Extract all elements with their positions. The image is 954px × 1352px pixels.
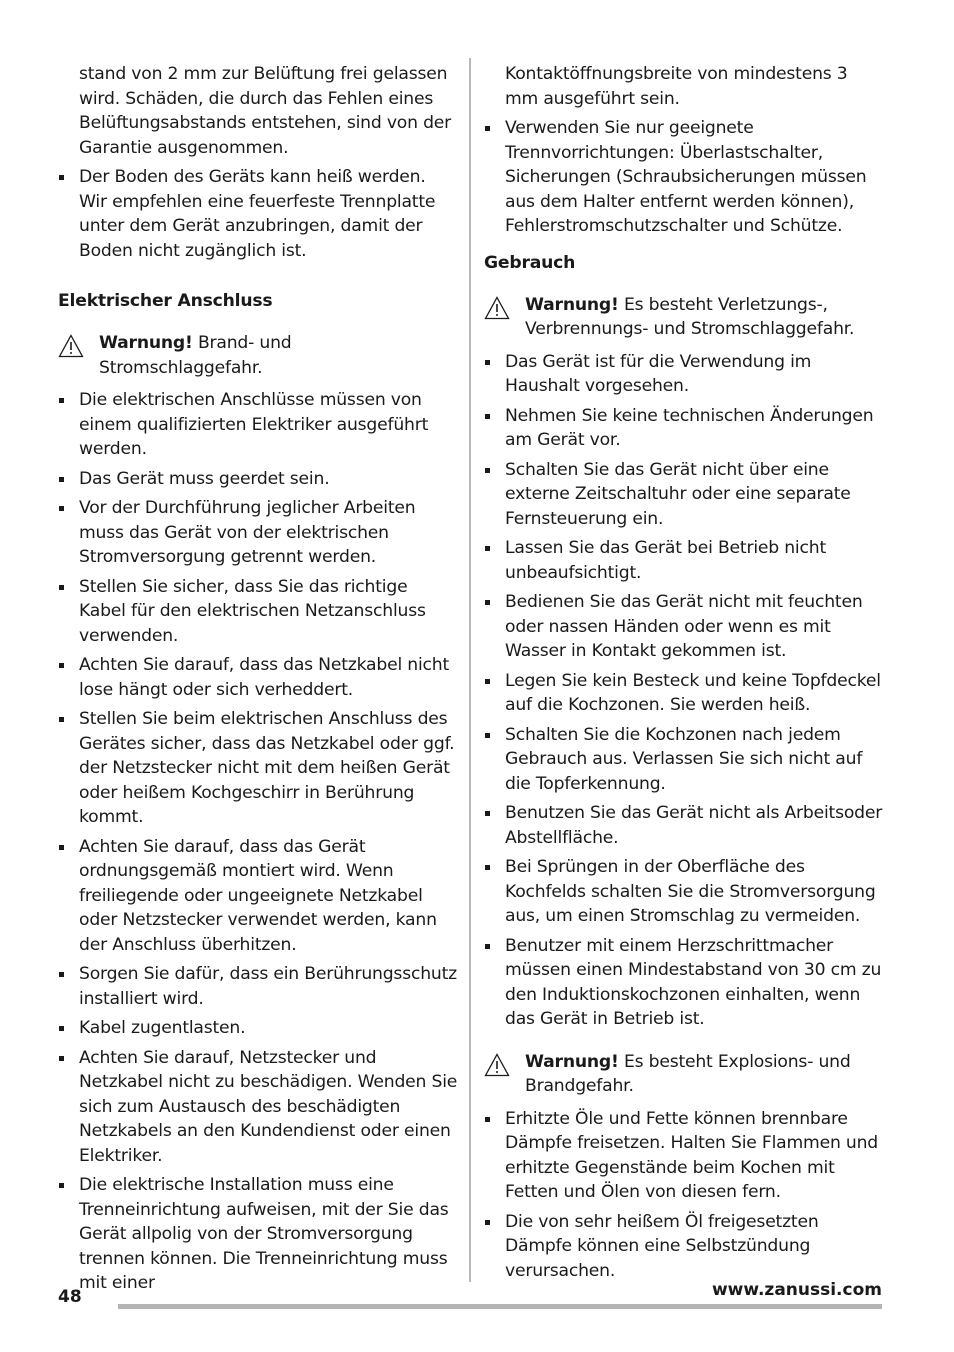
list-item-text: Achten Sie darauf, dass das Netzkabel nicht lose hängt oder sich verheddert. xyxy=(79,655,450,700)
list-item xyxy=(484,116,884,239)
list-item xyxy=(484,801,884,850)
warning-label: Warnung! xyxy=(99,333,193,353)
list-item-text: Sorgen Sie dafür, dass ein Berührungsschutz installiert wird. xyxy=(79,964,457,1009)
warning-text: Es besteht Verletzungs-, Verbrennungs- und Stromschlaggefahr. xyxy=(525,294,855,339)
bullet-icon xyxy=(59,477,64,482)
bullet-icon xyxy=(485,811,490,816)
left-top-list xyxy=(58,165,458,263)
list-item xyxy=(484,458,884,532)
list-item xyxy=(484,855,884,929)
list-item xyxy=(58,165,458,263)
list-item xyxy=(484,1107,884,1205)
bullet-icon xyxy=(59,1026,64,1031)
list-item-text: Schalten Sie die Kochzonen nach jedem Gebrauch aus. Verlassen Sie sich nicht auf die Topferkennung. xyxy=(505,724,863,794)
bullet-icon xyxy=(59,506,64,511)
bullet-icon xyxy=(485,733,490,738)
column-divider xyxy=(469,58,471,1282)
list-item-text: Stellen Sie sicher, dass Sie das richtige Kabel für den elektrischen Netzanschluss verwenden. xyxy=(79,576,426,646)
warning-box xyxy=(484,293,884,342)
website-link[interactable]: www.zanussi.com xyxy=(711,1280,882,1300)
bullet-icon xyxy=(59,175,64,180)
bullet-icon xyxy=(485,360,490,365)
left-intro-text: stand von 2 mm zur Belüftung frei gelassen wird. Schäden, die durch das Fehlen eines Belüftungsabstands entstehen, sind von der Garantie ausgenommen. xyxy=(79,64,452,158)
list-item xyxy=(58,467,458,492)
bullet-icon xyxy=(485,865,490,870)
bullet-icon xyxy=(485,468,490,473)
bullet-icon xyxy=(59,663,64,668)
list-item-text: Kabel zugentlasten. xyxy=(79,1018,246,1038)
right-intro-text: Kontaktöffnungsbreite von mindestens 3 mm ausgeführt sein. xyxy=(505,64,848,109)
list-item-text: Verwenden Sie nur geeignete Trennvorrichtungen: Überlastschalter, Sicherungen (Schraubsicherungen müssen aus dem Halter entfernt werden können), Fehlerstromschutzschalter und Schütze. xyxy=(505,118,867,236)
bullet-icon xyxy=(485,126,490,131)
warning-text: Brand- und Stromschlaggefahr. xyxy=(99,333,292,378)
bullet-icon xyxy=(485,1220,490,1225)
warning-label: Warnung! xyxy=(525,1051,619,1072)
list-item xyxy=(58,835,458,958)
list-item-text: Die elektrischen Anschlüsse müssen von einem qualifizierten Elektriker ausgeführt werden. xyxy=(79,390,429,459)
list-item xyxy=(58,653,458,702)
list-item xyxy=(58,496,458,570)
left-main-list xyxy=(58,388,458,1296)
list-item-text: Legen Sie kein Besteck und keine Topfdeckel auf die Kochzonen. Sie werden heiß. xyxy=(505,670,881,715)
list-item xyxy=(484,350,884,399)
bullet-icon xyxy=(59,1056,64,1061)
list-item-text: Lassen Sie das Gerät bei Betrieb nicht unbeaufsichtigt. xyxy=(505,538,826,583)
list-item-text: Bedienen Sie das Gerät nicht mit feuchten oder nassen Händen oder wenn es mit Wasser in Kontakt gekommen ist. xyxy=(505,592,863,661)
warning-triangle-icon xyxy=(484,1053,510,1077)
list-item xyxy=(58,1173,458,1296)
list-item-text: Erhitzte Öle und Fette können brennbare Dämpfe freisetzen. Halten Sie Flammen und erhitzte Gegenstände beim Kochen mit Fetten und Ölen von diesen fern. xyxy=(505,1108,879,1202)
warning-triangle-icon xyxy=(58,334,84,358)
list-item-text: Achten Sie darauf, dass das Gerät ordnungsgemäß montiert wird. Wenn freiliegende oder ungeeignete Netzkabel oder Netzstecker verwendet werden, kann der Anschluss überhitzen. xyxy=(79,836,437,955)
bullet-icon xyxy=(59,1183,64,1188)
list-item-text: Benutzen Sie das Gerät nicht als Arbeitsoder Abstellfläche. xyxy=(505,803,883,848)
right-column xyxy=(484,62,884,1283)
left-column xyxy=(58,62,458,1296)
list-item-text: Nehmen Sie keine technischen Änderungen am Gerät vor. xyxy=(505,405,874,450)
list-item xyxy=(484,934,884,1032)
warning-box xyxy=(58,331,458,380)
section-heading-gebrauch: Gebrauch xyxy=(484,252,576,273)
list-item xyxy=(58,707,458,830)
warning-label: Warnung! xyxy=(525,294,619,315)
bullet-icon xyxy=(485,944,490,949)
list-item xyxy=(58,1046,458,1169)
list-item-text: Das Gerät ist für die Verwendung im Haushalt vorgesehen. xyxy=(505,351,812,396)
list-item-text: Benutzer mit einem Herzschrittmacher müssen einen Mindestabstand von 30 cm zu den Induktionskochzonen einhalten, wenn das Gerät in Betrieb ist. xyxy=(505,935,882,1029)
bullet-icon xyxy=(485,1117,490,1122)
list-item-text: Die von sehr heißem Öl freigesetzten Dämpfe können eine Selbstzündung verursachen. xyxy=(505,1211,819,1281)
list-item xyxy=(484,404,884,453)
bullet-icon xyxy=(485,546,490,551)
list-item xyxy=(484,590,884,664)
list-item-text: Schalten Sie das Gerät nicht über eine externe Zeitschaltuhr oder eine separate Fernsteuerung ein. xyxy=(505,459,851,529)
list-item-text: Vor der Durchführung jeglicher Arbeiten muss das Gerät von der elektrischen Stromversorgung getrennt werden. xyxy=(79,498,416,567)
right-main-list xyxy=(484,350,884,1032)
list-item xyxy=(58,962,458,1011)
bullet-icon xyxy=(59,398,64,403)
footer-rule xyxy=(118,1304,882,1309)
bullet-icon xyxy=(59,585,64,590)
bullet-icon xyxy=(59,845,64,850)
list-item xyxy=(484,669,884,718)
list-item xyxy=(58,388,458,462)
bullet-icon xyxy=(485,414,490,419)
page-number: 48 xyxy=(58,1287,82,1307)
list-item-text: Das Gerät muss geerdet sein. xyxy=(79,468,330,489)
list-item-text: Bei Sprüngen in der Oberfläche des Kochfelds schalten Sie die Stromversorgung aus, um einen Stromschlag zu vermeiden. xyxy=(505,857,876,926)
warning-box xyxy=(484,1050,884,1099)
bullet-icon xyxy=(485,679,490,684)
right-second-list xyxy=(484,1107,884,1284)
list-item xyxy=(58,575,458,649)
bullet-icon xyxy=(59,717,64,722)
list-item-text: Der Boden des Geräts kann heiß werden. Wir empfehlen eine feuerfeste Trennplatte unter dem Gerät anzubringen, damit der Boden nicht zugänglich ist. xyxy=(79,167,436,261)
list-item xyxy=(484,723,884,797)
list-item xyxy=(484,536,884,585)
warning-text: Es besteht Explosions- und Brandgefahr. xyxy=(525,1051,851,1096)
bullet-icon xyxy=(485,600,490,605)
list-item xyxy=(58,1016,458,1041)
bullet-icon xyxy=(59,972,64,977)
list-item-text: Stellen Sie beim elektrischen Anschluss des Gerätes sicher, dass das Netzkabel oder ggf. der Netzstecker nicht mit dem heißen Gerät oder heißem Kochgeschirr in Berührung kommt. xyxy=(79,709,455,827)
warning-triangle-icon xyxy=(484,296,510,320)
list-item-text: Die elektrische Installation muss eine Trenneinrichtung aufweisen, mit der Sie das Gerät allpolig von der Stromversorgung trennen können. Die Trenneinrichtung muss mit einer xyxy=(79,1175,449,1293)
list-item-text: Achten Sie darauf, Netzstecker und Netzkabel nicht zu beschädigen. Wenden Sie sich zum Austausch des beschädigten Netzkabels an den Kundendienst oder einen Elektriker. xyxy=(79,1047,458,1166)
list-item xyxy=(484,1210,884,1284)
right-top-list xyxy=(484,116,884,239)
section-heading-elektrischer-anschluss: Elektrischer Anschluss xyxy=(58,291,273,311)
